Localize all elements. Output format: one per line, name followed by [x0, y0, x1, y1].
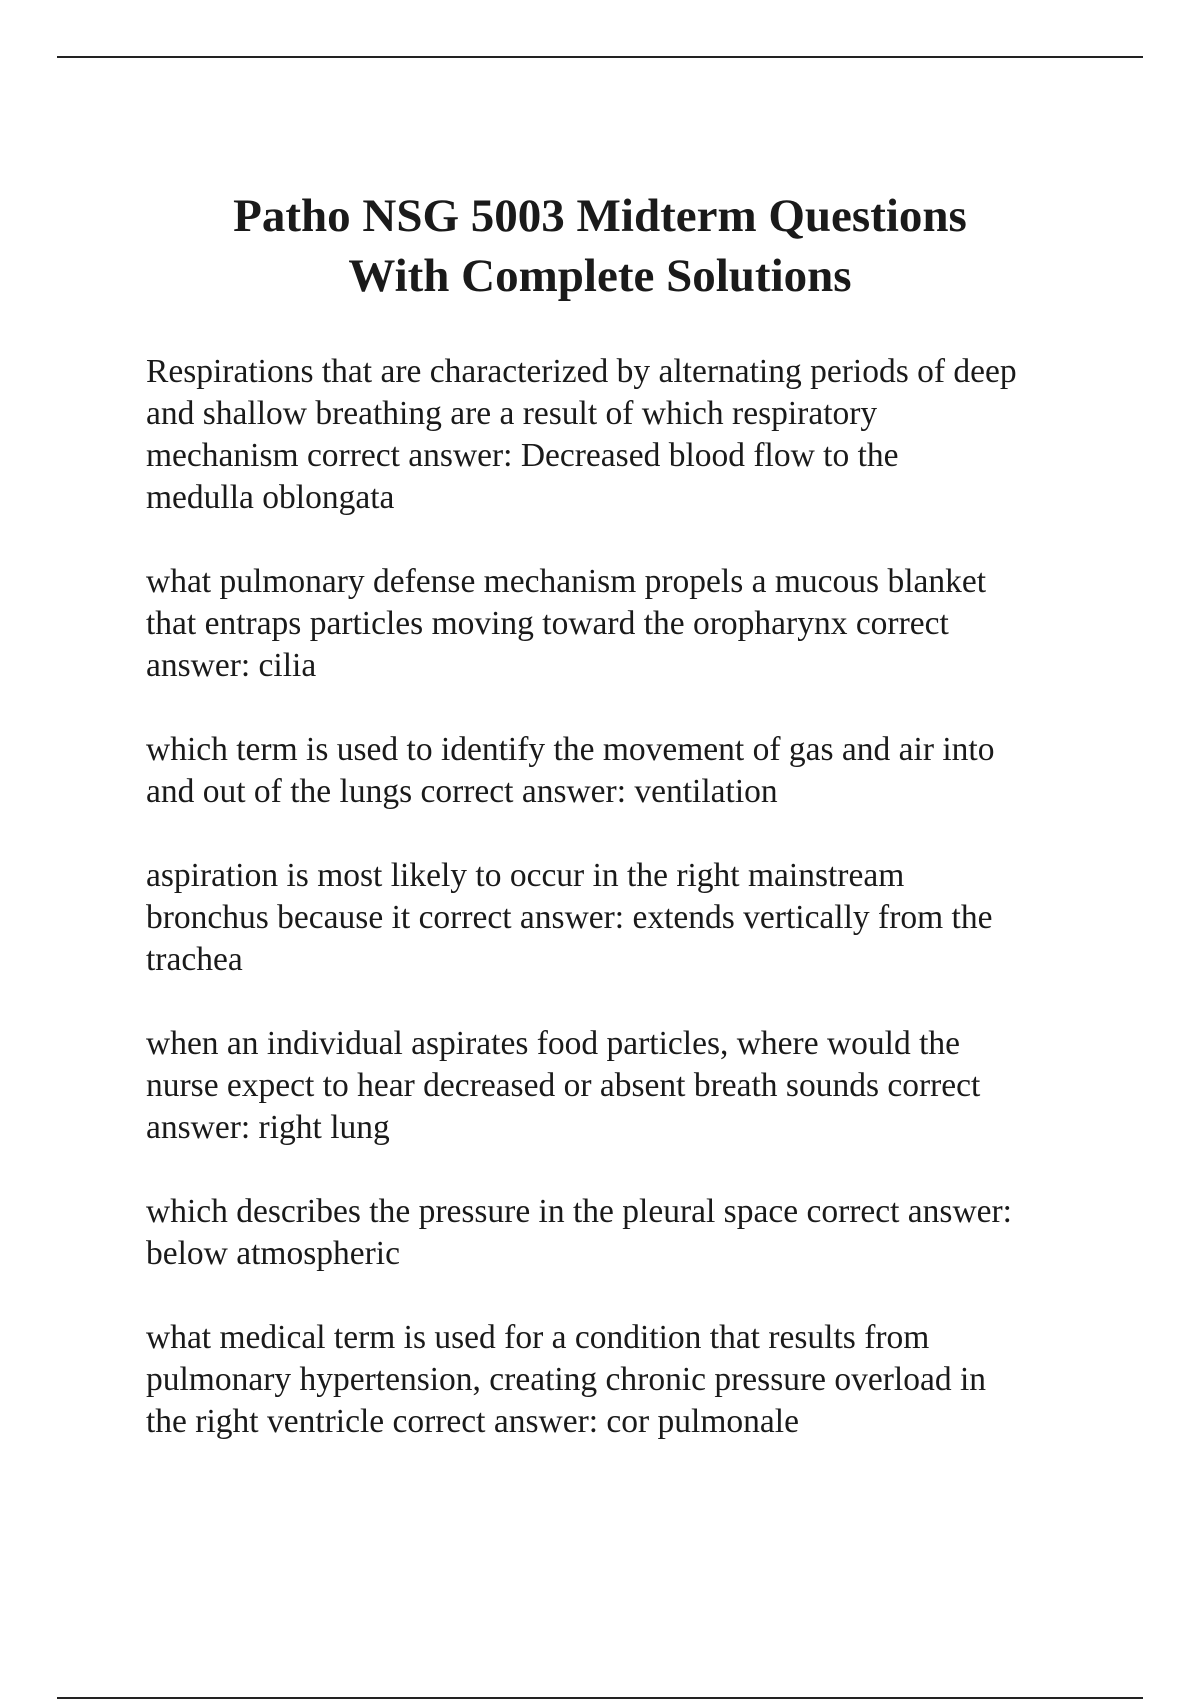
qa-line: aspiration is most likely to occur in the right mainstream: [146, 857, 905, 894]
qa-line: trachea: [146, 941, 243, 978]
bottom-divider: [57, 1697, 1143, 1699]
qa-line: medulla oblongata: [146, 479, 395, 516]
qa-line: nurse expect to hear decreased or absent breath sounds correct: [146, 1067, 981, 1104]
qa-line: answer: right lung: [146, 1109, 390, 1146]
qa-line: below atmospheric: [146, 1235, 400, 1272]
qa-line: what pulmonary defense mechanism propels a mucous blanket: [146, 563, 987, 600]
qa-line: what medical term is used for a condition that results from: [146, 1319, 930, 1356]
qa-line: and shallow breathing are a result of which respiratory: [146, 395, 878, 432]
qa-line: bronchus because it correct answer: extends vertically from the: [146, 899, 993, 936]
qa-item-2: [146, 561, 1106, 687]
top-divider: [57, 56, 1143, 58]
qa-line: answer: cilia: [146, 647, 317, 684]
qa-line: which describes the pressure in the pleural space correct answer:: [146, 1193, 1012, 1230]
qa-line: the right ventricle correct answer: cor pulmonale: [146, 1403, 799, 1440]
qa-line: mechanism correct answer: Decreased blood flow to the: [146, 437, 899, 474]
qa-line: pulmonary hypertension, creating chronic pressure overload in: [146, 1361, 987, 1398]
qa-line: Respirations that are characterized by alternating periods of deep: [146, 353, 1017, 390]
qa-item-7: [146, 1317, 1106, 1443]
qa-line: that entraps particles moving toward the oropharynx correct: [146, 605, 949, 642]
title-line-2: With Complete Solutions: [348, 250, 852, 302]
qa-item-6: [146, 1191, 1106, 1275]
qa-line: which term is used to identify the movement of gas and air into: [146, 731, 995, 768]
qa-item-3: [146, 729, 1106, 813]
qa-line: when an individual aspirates food particles, where would the: [146, 1025, 960, 1062]
qa-item-5: [146, 1023, 1106, 1149]
question-answer-list: [146, 351, 1106, 1485]
qa-item-4: [146, 855, 1106, 981]
document-title: [100, 186, 1100, 306]
title-line-1: Patho NSG 5003 Midterm Questions: [233, 190, 967, 242]
qa-item-1: [146, 351, 1106, 519]
qa-line: and out of the lungs correct answer: ventilation: [146, 773, 778, 810]
